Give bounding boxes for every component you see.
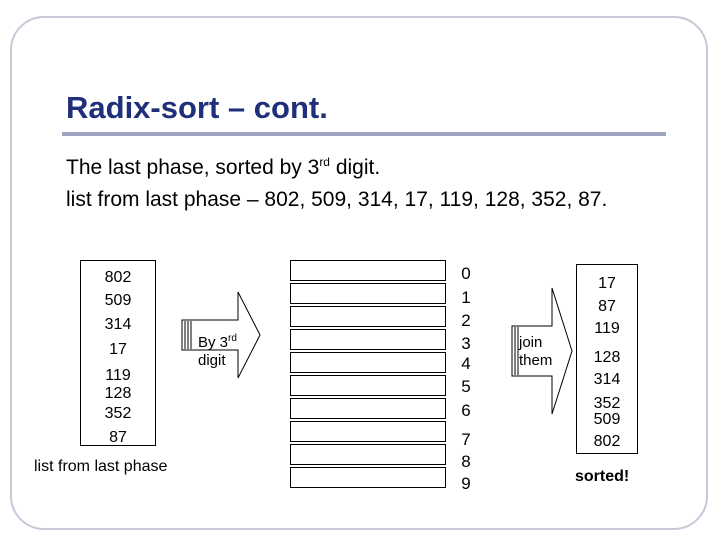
bucket-index: 4 xyxy=(461,354,471,373)
bucket-3 xyxy=(290,329,446,350)
list-item: 802 xyxy=(593,433,621,450)
list-item: 128 xyxy=(593,349,621,366)
bucket-4 xyxy=(290,352,446,373)
list-item: 352 xyxy=(104,405,132,422)
bucket-index: 0 xyxy=(461,264,471,283)
arrow-label-by-sup: rd xyxy=(228,333,237,344)
list-item: 352 xyxy=(593,395,621,412)
description-line-1-text: The last phase, sorted by 3 xyxy=(66,156,320,179)
bucket-7 xyxy=(290,421,446,442)
list-item: 119 xyxy=(594,320,620,337)
title-underline xyxy=(62,132,666,136)
description-line-1 xyxy=(66,156,380,180)
arrow-label-join-text: join xyxy=(519,334,543,351)
list-item: 314 xyxy=(104,316,132,333)
list-item: 802 xyxy=(104,269,132,286)
bucket-index: 1 xyxy=(461,288,471,307)
bucket-0 xyxy=(290,260,446,281)
list-item: 119 xyxy=(105,367,131,384)
list-item: 87 xyxy=(109,429,127,446)
list-item: 509 xyxy=(593,411,621,428)
description-line-2: list from last phase – 802, 509, 314, 17, 119, 128, 352, 87. xyxy=(66,188,608,211)
description-line-1-sup: rd xyxy=(319,155,330,169)
last-phase-list xyxy=(80,260,156,446)
list-item: 128 xyxy=(104,385,132,402)
bucket-index: 9 xyxy=(461,474,471,493)
bucket-index: 3 xyxy=(461,334,471,353)
sorted-list xyxy=(576,264,638,454)
left-list-caption: list from last phase xyxy=(34,458,168,475)
bucket-5 xyxy=(290,375,446,396)
slide-title: Radix-sort – cont. xyxy=(66,90,328,125)
list-item: 87 xyxy=(598,298,616,315)
bucket-2 xyxy=(290,306,446,327)
bucket-9 xyxy=(290,467,446,488)
arrow-label-by-digit xyxy=(198,334,237,370)
list-item: 17 xyxy=(109,341,127,358)
description-line-1-tail: digit. xyxy=(329,156,381,179)
bucket-index: 2 xyxy=(461,311,471,330)
arrow-label-by-text: By 3 xyxy=(198,334,229,351)
arrow-label-join xyxy=(519,334,552,370)
bucket-index: 5 xyxy=(461,377,471,396)
arrow-label-them-text: them xyxy=(519,352,553,369)
bucket-index: 7 xyxy=(461,430,471,449)
bucket-index: 8 xyxy=(461,452,471,471)
list-item: 314 xyxy=(593,371,621,388)
arrow-label-digit: digit xyxy=(198,352,226,369)
bucket-6 xyxy=(290,398,446,419)
list-item: 509 xyxy=(104,292,132,309)
sorted-label: sorted! xyxy=(575,468,630,485)
bucket-1 xyxy=(290,283,446,304)
list-item: 17 xyxy=(598,275,616,292)
bucket-index: 6 xyxy=(461,401,471,420)
bucket-8 xyxy=(290,444,446,465)
